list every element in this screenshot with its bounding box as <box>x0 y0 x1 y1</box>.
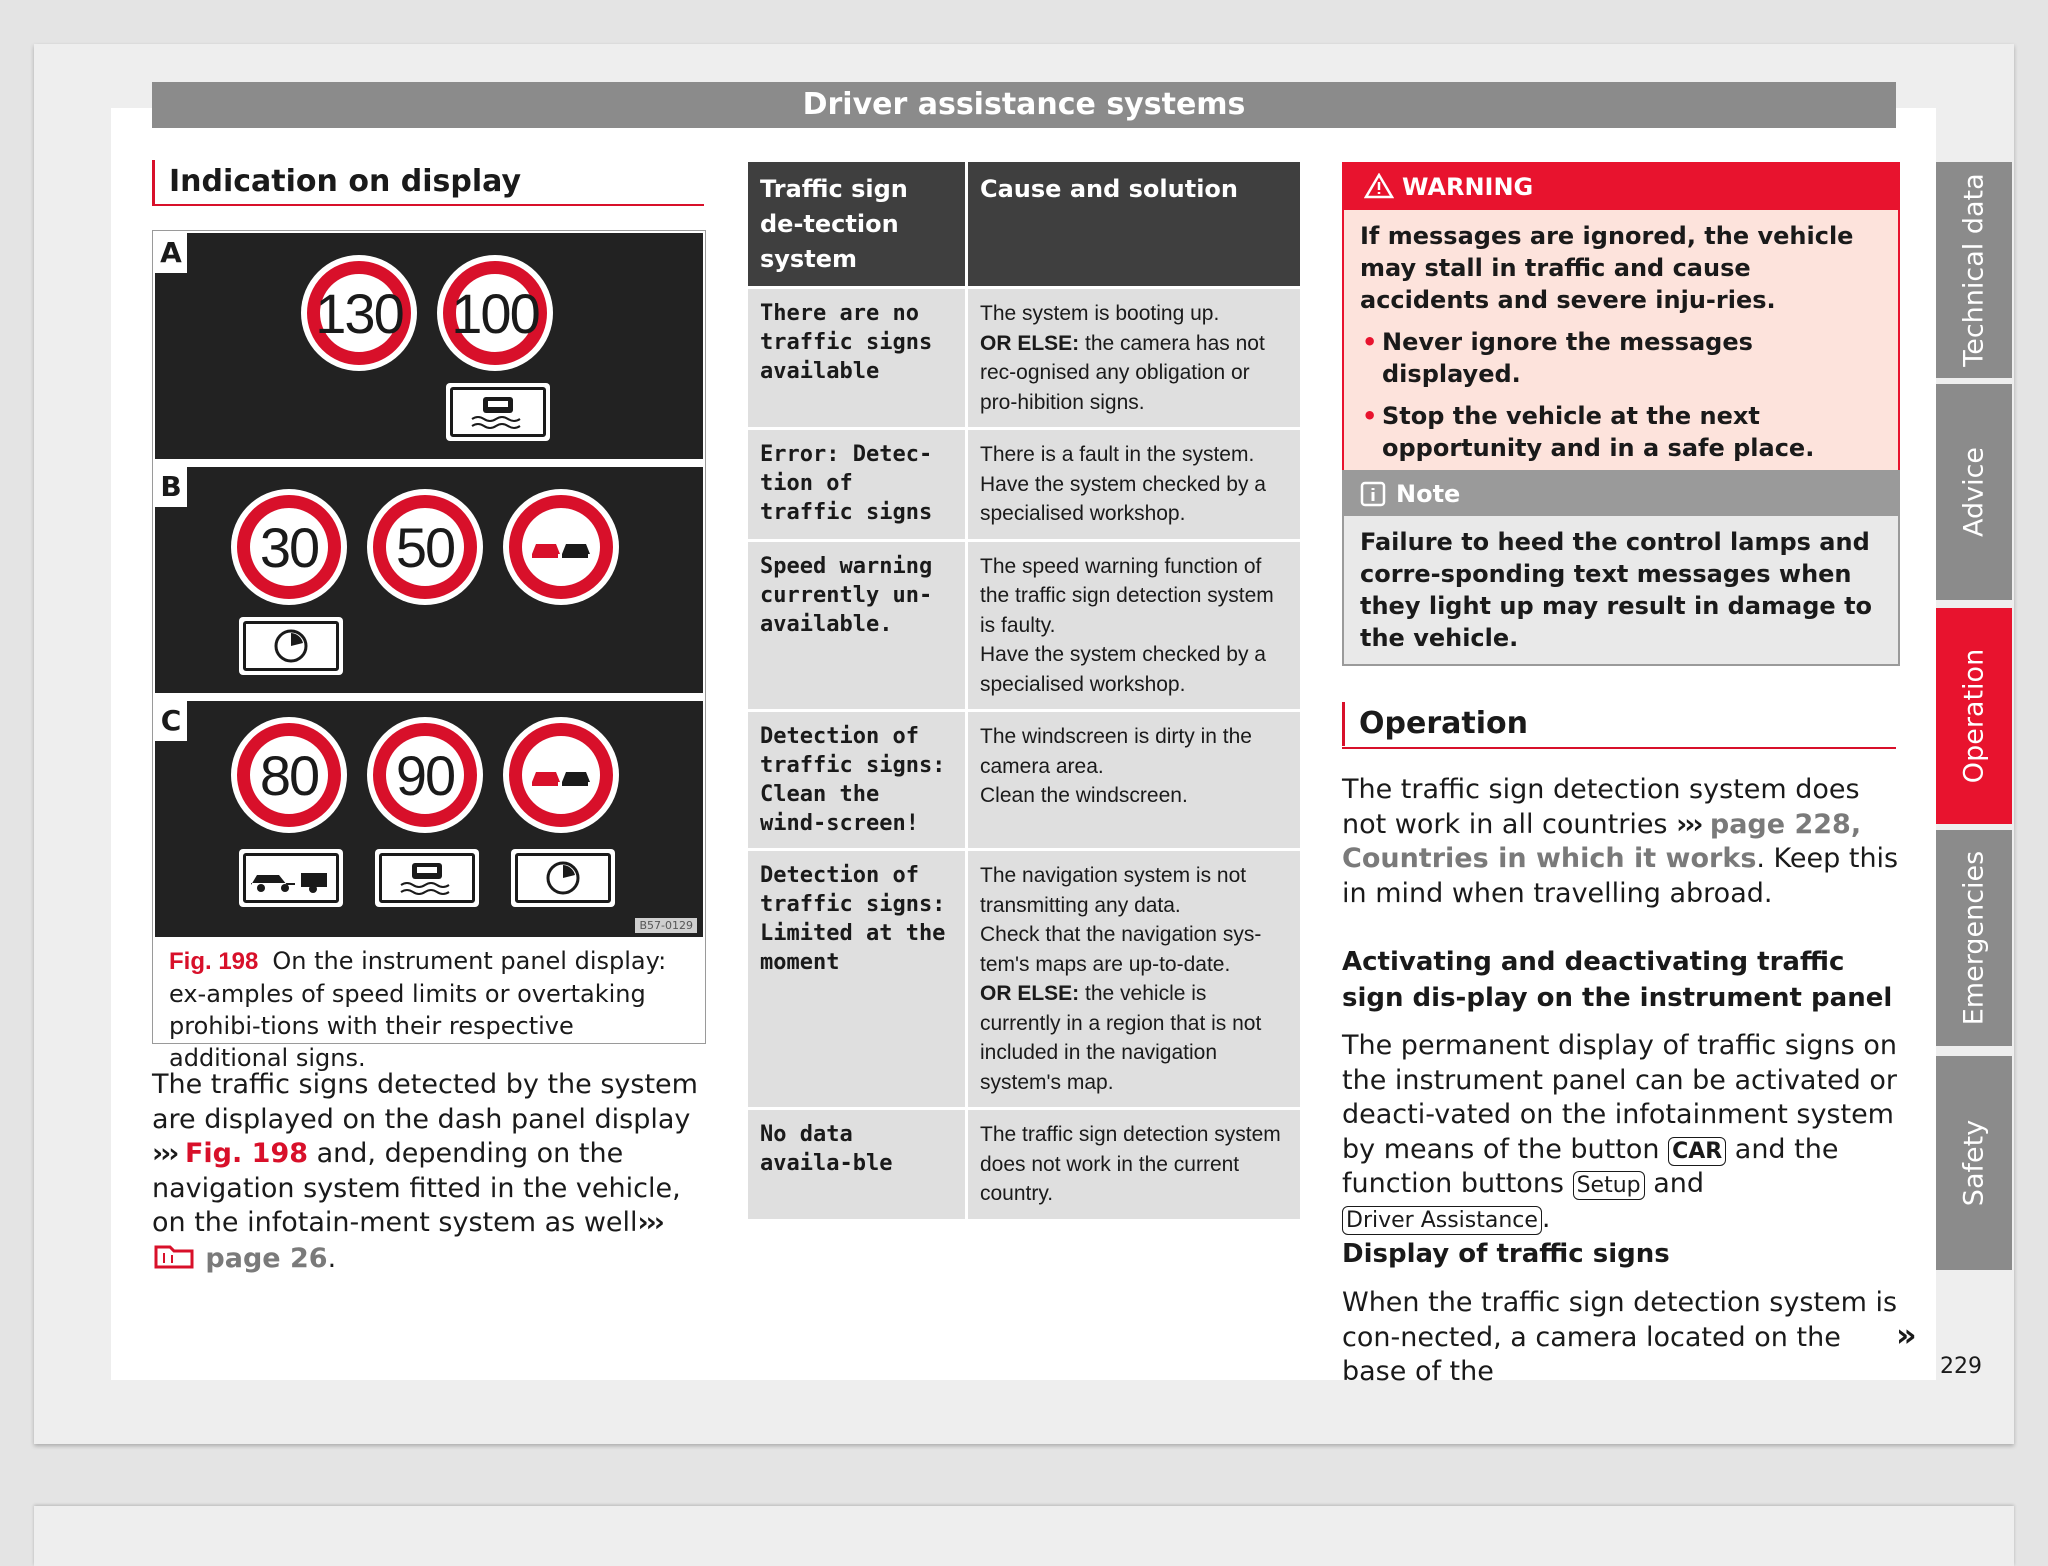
next-page-sheet <box>34 1506 2014 1566</box>
message-cell: There are no traffic signs available <box>748 289 965 427</box>
chevron-icon: ››› <box>1676 808 1701 840</box>
continue-icon: » <box>1896 1316 1913 1354</box>
note-title: Note <box>1396 480 1461 508</box>
page-link[interactable]: page 26 <box>196 1242 328 1274</box>
panel-a <box>155 233 703 459</box>
page-number: 229 <box>1940 1354 1982 1379</box>
warning-bullet: • Never ignore the messages displayed. <box>1362 328 1753 388</box>
messages-table <box>748 162 1300 1222</box>
operation-paragraph: The traffic sign detection system does not work in all countries ››› page 228, Countries in which it works. Keep this in mind when travelling abroad. <box>1342 774 1899 909</box>
chevron-icon: ››› <box>152 1138 177 1169</box>
tab-operation[interactable]: Operation <box>1936 608 2012 824</box>
info-icon <box>1360 481 1386 507</box>
no-overtaking-sign <box>503 717 619 833</box>
column-header: Traffic sign de-tection system <box>748 162 965 286</box>
message-cell: No data availa-ble <box>748 1110 965 1219</box>
figure-label: Fig. 198 <box>169 948 259 975</box>
message-cell: Speed warning currently un-available. <box>748 542 965 710</box>
note-box <box>1342 470 1900 666</box>
countries-link[interactable]: page 228, Countries in which it works <box>1342 808 1862 874</box>
intro-paragraph <box>152 1068 712 1276</box>
activating-heading: Activating and deactivating traffic sign dis-play on the instrument panel <box>1342 947 1893 1013</box>
display-heading: Display of traffic signs <box>1342 1239 1670 1269</box>
activating-paragraph: The permanent display of traffic signs on the instrument panel can be activated or deacti-vated on the infotainment system by means of the button CAR and the function buttons Setup and Driver Assistance . <box>1342 1030 1898 1234</box>
wet-road-icon <box>375 849 479 907</box>
figure-198 <box>152 230 706 1072</box>
warning-triangle-icon <box>1364 173 1394 199</box>
speed-sign: 90 <box>367 717 483 833</box>
tab-advice[interactable]: Advice <box>1936 384 2012 600</box>
panel-c <box>155 701 703 937</box>
booklet-icon <box>152 1241 196 1271</box>
speed-sign: 30 <box>231 489 347 605</box>
speed-sign: 80 <box>231 717 347 833</box>
cause-cell: The windscreen is dirty in the camera area. Clean the windscreen. <box>968 712 1300 848</box>
no-overtaking-sign <box>503 489 619 605</box>
table-row <box>748 542 1300 710</box>
table-header <box>748 162 1300 286</box>
para-text: and, depending on the navigation system fitted in the vehicle, on the infotain-ment system as well <box>152 1138 681 1238</box>
section-header: Driver assistance systems <box>152 82 1896 128</box>
panel-letter: A <box>155 233 187 273</box>
warning-body <box>1344 210 1898 472</box>
tab-emergencies[interactable]: Emergencies <box>1936 830 2012 1046</box>
table-row <box>748 712 1300 848</box>
clock-icon <box>511 849 615 907</box>
cause-cell: There is a fault in the system. Have the system checked by a specialised workshop. <box>968 430 1300 539</box>
panel-b <box>155 467 703 693</box>
clock-icon <box>239 617 343 675</box>
column-header: Cause and solution <box>968 162 1300 286</box>
setup-button: Setup <box>1573 1171 1645 1200</box>
indication-title: Indication on display <box>152 160 521 204</box>
panel-divider <box>155 693 703 701</box>
tab-safety[interactable]: Safety <box>1936 1056 2012 1270</box>
panel-letter: C <box>155 701 187 741</box>
title-rule <box>152 204 704 206</box>
table-row <box>748 1110 1300 1219</box>
table-row <box>748 289 1300 427</box>
speed-sign: 100 <box>437 255 553 371</box>
driver-assistance-button: Driver Assistance <box>1342 1206 1542 1235</box>
panel-letter: B <box>155 467 187 507</box>
cause-cell: The system is booting up. OR ELSE: the camera has not rec-ognised any obligation or pro-hibition signs. <box>968 289 1300 427</box>
operation-title: Operation <box>1342 702 1528 746</box>
warning-header <box>1344 164 1898 210</box>
cause-cell: The speed warning function of the traffic sign detection system is faulty. Have the system checked by a specialised workshop. <box>968 542 1300 710</box>
figure-code: B57-0129 <box>635 918 697 933</box>
warning-text: If messages are ignored, the vehicle may stall in traffic and cause accidents and severe inju-ries. <box>1360 222 1854 314</box>
caption-text: On the instrument panel display: ex-amples of speed limits or overtaking prohibi-tions with their respective additional signs. <box>169 947 667 1072</box>
figure-link[interactable]: Fig. 198 <box>184 1138 309 1169</box>
table-row <box>748 430 1300 539</box>
warning-box <box>1342 162 1900 474</box>
car-button: CAR <box>1668 1137 1726 1166</box>
cause-cell: The navigation system is not transmitting any data. Check that the navigation sys-tem's maps are up-to-date. OR ELSE: the vehicle is currently in a region that is not included in the navigation system's map. <box>968 851 1300 1107</box>
note-header <box>1344 472 1898 516</box>
message-cell: Detection of traffic signs: Limited at the moment <box>748 851 965 1107</box>
speed-sign: 130 <box>301 255 417 371</box>
tab-technical-data[interactable]: Technical data <box>1936 162 2012 378</box>
wet-road-icon <box>446 383 550 441</box>
figure-caption <box>169 945 689 1074</box>
message-cell: Error: Detec-tion of traffic signs <box>748 430 965 539</box>
table-row <box>748 851 1300 1107</box>
display-paragraph: When the traffic sign detection system is con-nected, a camera located on the base of the <box>1342 1287 1898 1387</box>
car-trailer-icon <box>239 849 343 907</box>
title-rule <box>1342 747 1896 749</box>
speed-sign: 50 <box>367 489 483 605</box>
note-text: Failure to heed the control lamps and corre-sponding text messages when they light up may result in damage to the vehicle. <box>1360 528 1873 652</box>
warning-bullet: • Stop the vehicle at the next opportunity and in a safe place. <box>1362 402 1815 462</box>
panel-divider <box>155 459 703 467</box>
warning-title: WARNING <box>1402 173 1534 201</box>
para-text: The traffic signs detected by the system are displayed on the dash panel display <box>152 1069 698 1135</box>
message-cell: Detection of traffic signs: Clean the wind-screen! <box>748 712 965 848</box>
chevron-icon: ››› <box>637 1207 662 1238</box>
para-text: . <box>327 1242 337 1274</box>
cause-cell: The traffic sign detection system does not work in the current country. <box>968 1110 1300 1219</box>
